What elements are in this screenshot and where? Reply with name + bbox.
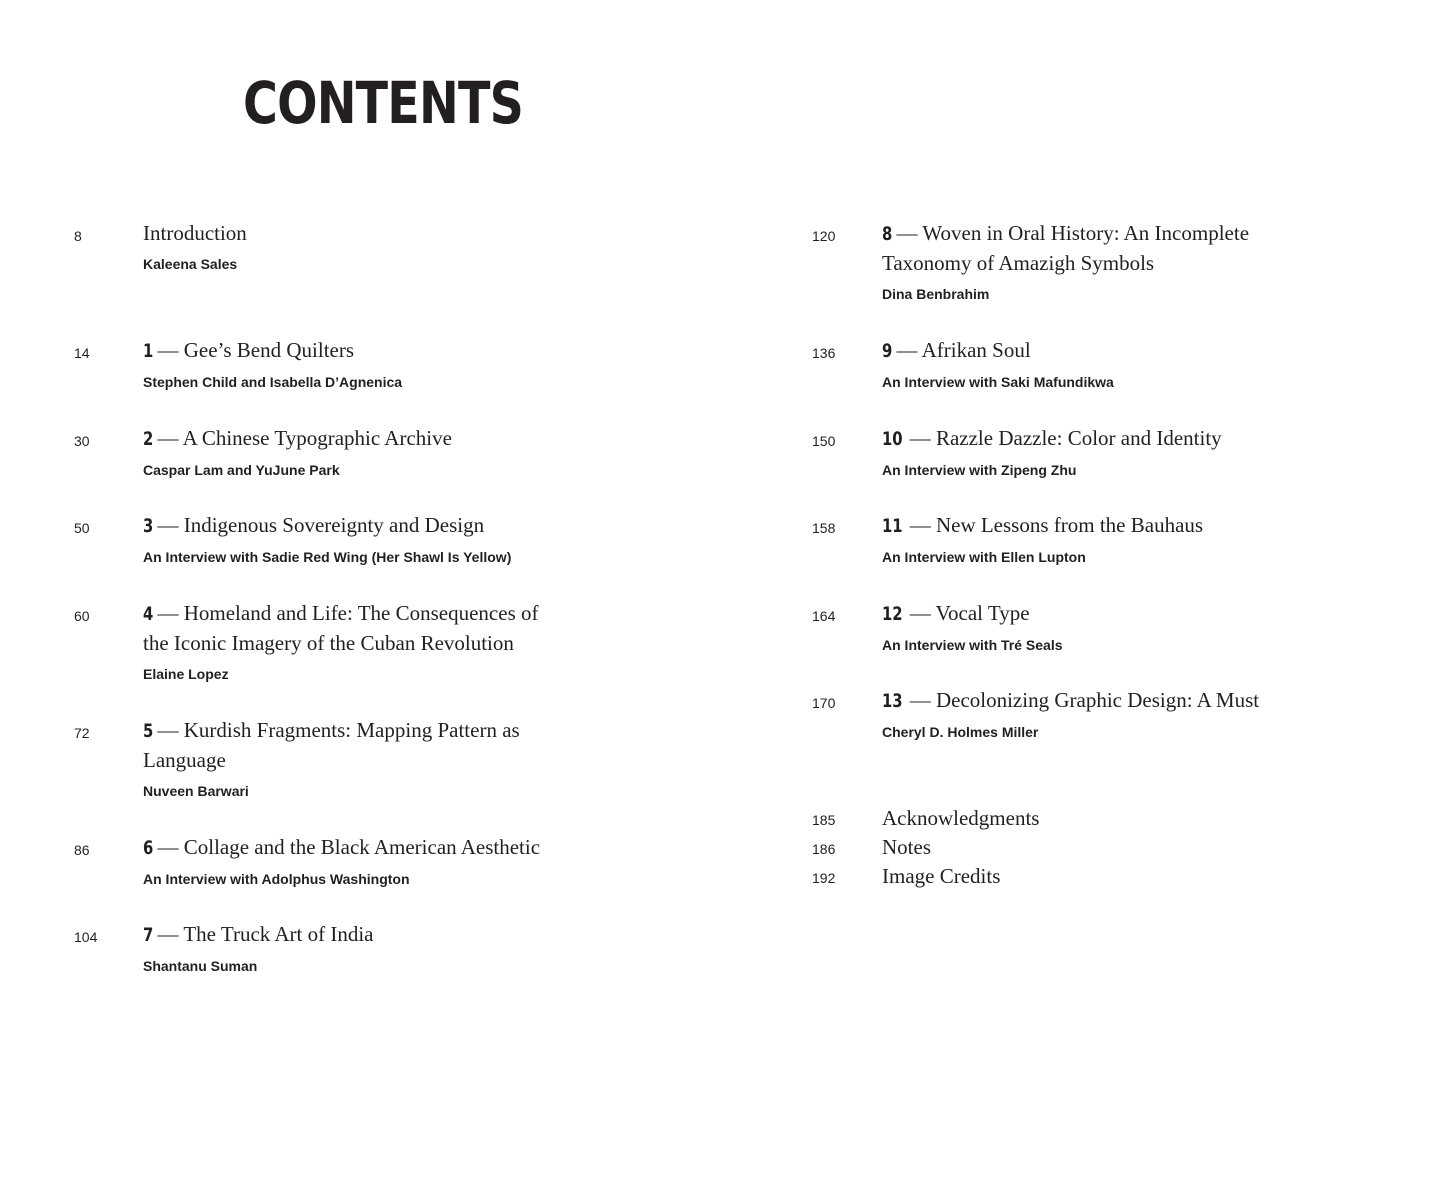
toc-title-line — [143, 424, 452, 454]
title-dash: — — [909, 688, 931, 712]
toc-author: An Interview with Adolphus Washington — [143, 871, 410, 887]
toc-page-number: 136 — [812, 345, 836, 361]
title-dash: — — [157, 601, 179, 625]
toc-author: An Interview with Tré Seals — [882, 637, 1063, 653]
toc-author: Shantanu Suman — [143, 958, 258, 974]
chapter-title: Kurdish Fragments: Mapping Pattern as — [183, 718, 520, 742]
toc-page-number: 50 — [74, 520, 90, 536]
chapter-title: Vocal Type — [935, 601, 1030, 625]
toc-author: An Interview with Zipeng Zhu — [882, 462, 1077, 478]
toc-author: Kaleena Sales — [143, 256, 238, 272]
toc-entry-body — [143, 424, 452, 479]
title-dash: — — [157, 426, 179, 450]
toc-title-line — [143, 920, 374, 950]
toc-page-number: 185 — [812, 812, 836, 828]
chapter-number: 11 — [882, 515, 903, 537]
toc-title-line — [143, 746, 520, 775]
toc-author: Nuveen Barwari — [143, 783, 249, 799]
chapter-number: 7 — [143, 924, 154, 946]
toc-page-number: 30 — [74, 433, 90, 449]
chapter-number: 3 — [143, 515, 154, 537]
toc-entry-body — [882, 336, 1114, 391]
title-dash: — — [909, 513, 931, 537]
toc-entry-body — [143, 833, 540, 888]
chapter-number: 1 — [143, 340, 154, 362]
chapter-number: 13 — [882, 690, 903, 712]
back-matter-title: Notes — [882, 835, 931, 859]
chapter-title: A Chinese Typographic Archive — [182, 426, 452, 450]
toc-page-number: 104 — [74, 929, 98, 945]
chapter-number: 9 — [882, 340, 893, 362]
title-dash: — — [157, 718, 179, 742]
chapter-title: Introduction — [143, 221, 247, 245]
toc-title-line — [882, 511, 1203, 541]
title-dash: — — [157, 513, 179, 537]
toc-title-line — [143, 336, 402, 366]
title-dash: — — [896, 338, 918, 362]
toc-title-line — [882, 336, 1114, 366]
toc-title-line — [882, 686, 1259, 716]
toc-title-line — [882, 219, 1249, 249]
chapter-number: 12 — [882, 603, 903, 625]
title-dash: — — [909, 601, 931, 625]
toc-title-line — [143, 833, 540, 863]
chapter-title: Afrikan Soul — [921, 338, 1031, 362]
chapter-title: Collage and the Black American Aesthetic — [183, 835, 541, 859]
back-matter-title: Image Credits — [882, 864, 1001, 888]
toc-author: Elaine Lopez — [143, 666, 229, 682]
toc-author: An Interview with Saki Mafundikwa — [882, 374, 1114, 390]
chapter-number: 4 — [143, 603, 154, 625]
toc-entry-body — [143, 336, 402, 391]
toc-page-number: 72 — [74, 725, 90, 741]
toc-page-number: 170 — [812, 695, 836, 711]
toc-entry-body — [143, 920, 374, 975]
chapter-title: Decolonizing Graphic Design: A Must — [935, 688, 1260, 712]
toc-page-number: 86 — [74, 842, 90, 858]
chapter-number: 2 — [143, 428, 154, 450]
chapter-number: 5 — [143, 720, 154, 742]
title-dash: — — [896, 221, 918, 245]
toc-author: Cheryl D. Holmes Miller — [882, 724, 1039, 740]
toc-entry-body — [882, 599, 1063, 654]
title-dash: — — [157, 338, 179, 362]
toc-page-number: 192 — [812, 870, 836, 886]
toc-page-number: 150 — [812, 433, 836, 449]
toc-author: Dina Benbrahim — [882, 286, 990, 302]
toc-title-line — [143, 629, 539, 658]
chapter-title: New Lessons from the Bauhaus — [935, 513, 1204, 537]
toc-entry-body — [143, 599, 539, 683]
title-dash: — — [909, 426, 931, 450]
toc-title-line — [143, 599, 539, 629]
toc-entry-body — [143, 219, 247, 273]
toc-author: Stephen Child and Isabella D’Agnenica — [143, 374, 403, 390]
chapter-number: 10 — [882, 428, 903, 450]
toc-title-line — [143, 219, 247, 248]
title-dash: — — [157, 922, 179, 946]
toc-entry-body — [143, 511, 511, 566]
toc-entry-body — [882, 219, 1249, 303]
toc-page-number: 8 — [74, 228, 82, 244]
toc-page-number: 120 — [812, 228, 836, 244]
toc-title-line — [882, 599, 1063, 629]
toc-entry-body — [882, 686, 1259, 741]
toc-title-line — [143, 716, 520, 746]
chapter-title: Indigenous Sovereignty and Design — [183, 513, 485, 537]
title-dash: — — [157, 835, 179, 859]
toc-title-line — [143, 511, 511, 541]
chapter-title: Taxonomy of Amazigh Symbols — [882, 251, 1155, 275]
chapter-title: The Truck Art of India — [183, 922, 374, 946]
toc-title-line — [882, 424, 1222, 454]
chapter-title: Homeland and Life: The Consequences of — [183, 601, 539, 625]
chapter-title: Razzle Dazzle: Color and Identity — [935, 426, 1222, 450]
chapter-number: 8 — [882, 223, 893, 245]
toc-page-number: 164 — [812, 608, 836, 624]
page-title: CONTENTS — [243, 69, 524, 137]
toc-author: An Interview with Sadie Red Wing (Her Shawl Is Yellow) — [143, 549, 512, 565]
toc-title-line — [882, 249, 1249, 278]
chapter-title: the Iconic Imagery of the Cuban Revolution — [143, 631, 514, 655]
chapter-number: 6 — [143, 837, 154, 859]
chapter-title: Woven in Oral History: An Incomplete — [922, 221, 1250, 245]
toc-entry-body — [882, 511, 1203, 566]
chapter-title: Language — [143, 748, 226, 772]
toc-author: Caspar Lam and YuJune Park — [143, 462, 340, 478]
toc-page-number: 186 — [812, 841, 836, 857]
toc-entry-body — [882, 424, 1222, 479]
back-matter-title: Acknowledgments — [882, 806, 1040, 830]
toc-page-number: 14 — [74, 345, 90, 361]
toc-author: An Interview with Ellen Lupton — [882, 549, 1086, 565]
chapter-title: Gee’s Bend Quilters — [183, 338, 355, 362]
toc-entry-body — [143, 716, 520, 800]
toc-page-number: 60 — [74, 608, 90, 624]
toc-page-number: 158 — [812, 520, 836, 536]
